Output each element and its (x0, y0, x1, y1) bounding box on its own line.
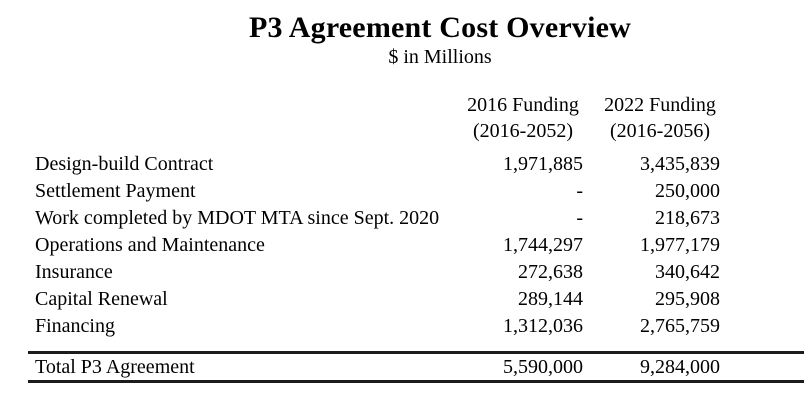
value-2016-funding: 1,312,036 (503, 315, 583, 337)
table-row-capital-renewal (0, 286, 804, 313)
total-label: Total P3 Agreement (35, 356, 195, 378)
column-header-2016-line1: 2016 Funding (467, 94, 579, 116)
row-label: Settlement Payment (35, 180, 196, 202)
value-2022-funding: 1,977,179 (640, 234, 720, 256)
page-title: P3 Agreement Cost Overview (248, 11, 632, 44)
table-header-row (0, 92, 804, 144)
row-label: Financing (35, 315, 115, 337)
value-2016-funding: 1,744,297 (503, 234, 583, 256)
table-row-insurance (0, 259, 804, 286)
value-2016-funding: 1,971,885 (503, 153, 583, 175)
column-header-2022-line1: 2022 Funding (604, 94, 716, 116)
value-2016-funding: 272,638 (518, 261, 583, 283)
value-2016-funding: 289,144 (518, 288, 583, 310)
value-2022-funding: 2,765,759 (640, 315, 720, 337)
value-2022-funding: 340,642 (655, 261, 720, 283)
column-header-2022-funding (600, 92, 720, 144)
row-label: Insurance (35, 261, 113, 283)
table-row-operations-maintenance (0, 232, 804, 259)
table-row-design-build (0, 151, 804, 178)
value-2022-funding: 250,000 (655, 180, 720, 202)
value-2022-funding: 218,673 (655, 207, 720, 229)
table-body (0, 151, 804, 340)
cost-table (0, 92, 804, 383)
document-heading (0, 0, 804, 68)
value-2022-funding: 295,908 (655, 288, 720, 310)
table-row-work-completed (0, 205, 804, 232)
column-header-2016-line2: (2016-2052) (473, 120, 573, 142)
value-2022-funding: 3,435,839 (640, 153, 720, 175)
total-value-2022-funding: 9,284,000 (640, 356, 720, 378)
table-row-settlement-payment (0, 178, 804, 205)
row-label: Work completed by MDOT MTA since Sept. 2020 (35, 207, 440, 229)
table-row-total (0, 354, 804, 380)
value-2016-funding: - (576, 180, 583, 202)
value-2016-funding: - (576, 207, 583, 229)
column-header-2016-funding (463, 92, 583, 144)
row-label: Capital Renewal (35, 288, 168, 310)
column-header-2022-line2: (2016-2056) (610, 120, 710, 142)
total-divider-bottom (28, 380, 804, 383)
table-row-financing (0, 313, 804, 340)
total-value-2016-funding: 5,590,000 (503, 356, 583, 378)
row-label: Operations and Maintenance (35, 234, 265, 256)
row-label: Design-build Contract (35, 153, 214, 175)
page-subtitle: $ in Millions (388, 46, 492, 68)
